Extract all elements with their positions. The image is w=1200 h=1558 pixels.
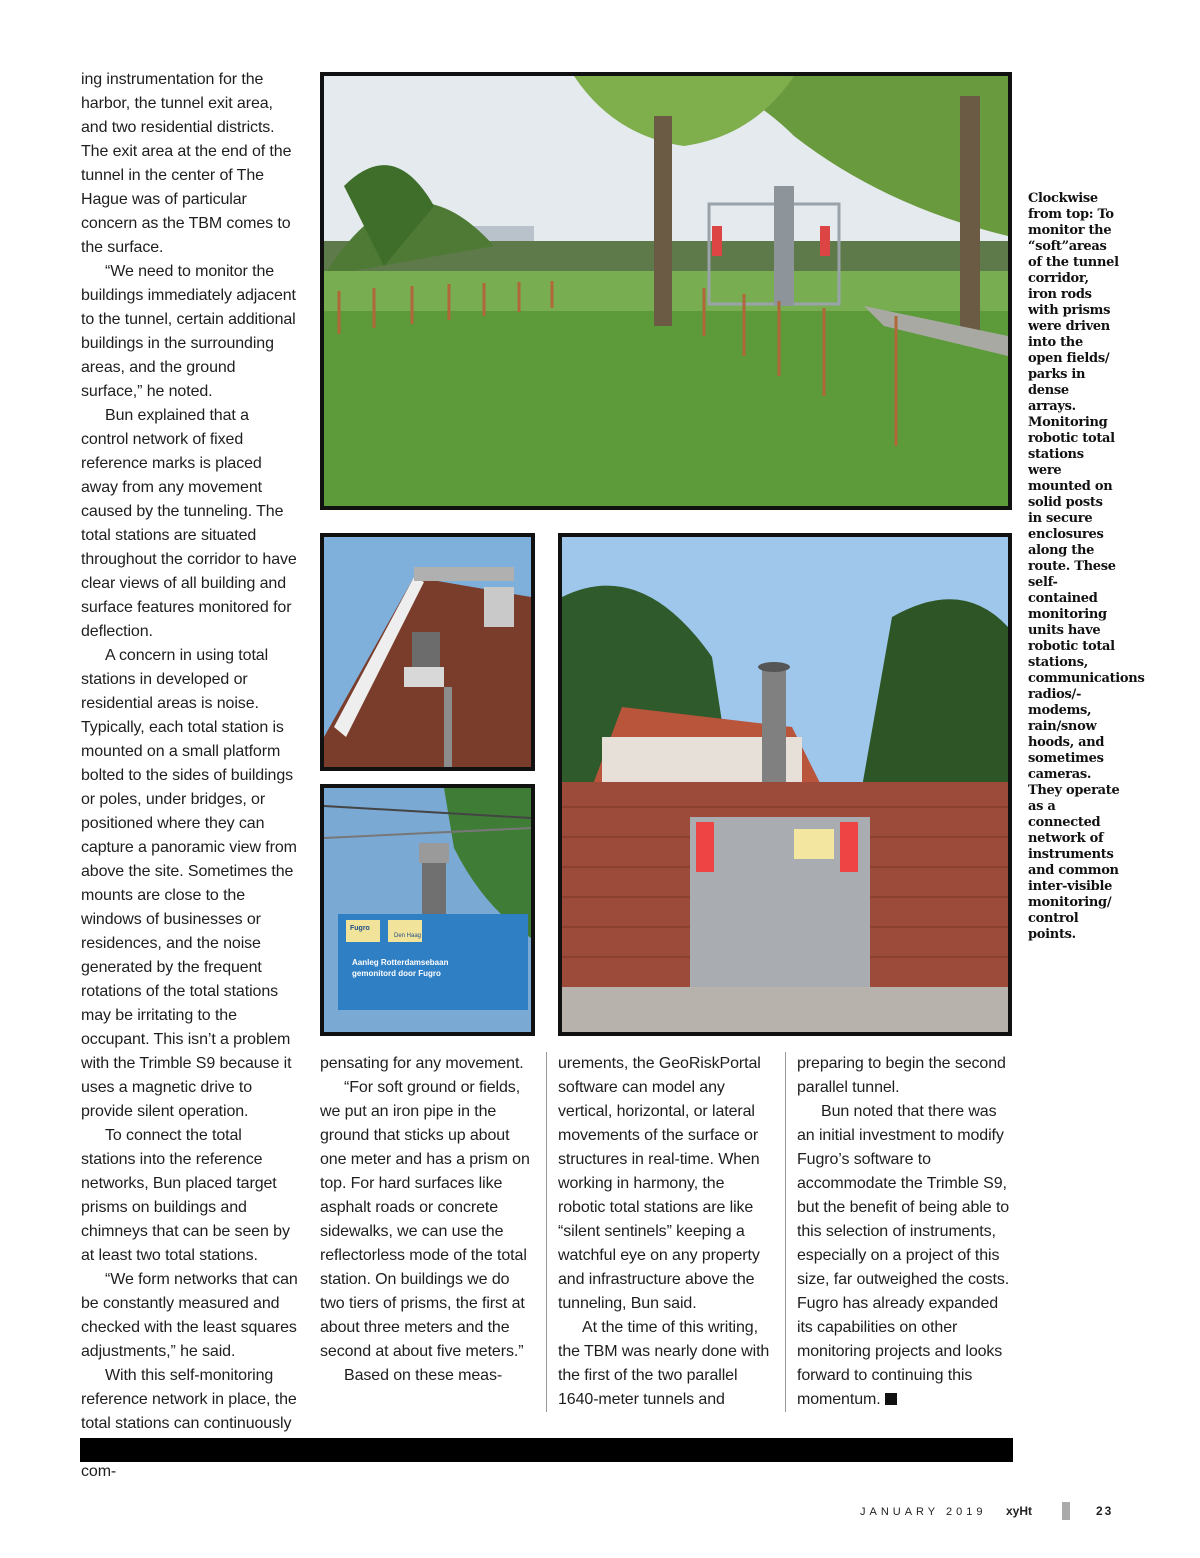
paragraph: A concern in using total stations in developed or residential areas is noise. Typically, each total station is mounted on a small platform bolted to the sides of buildings or poles, under bridges, or positioned where they can capture a panoramic view from above the site. Sometimes the mounts are close to the windows of businesses or residences, and the noise generated by the frequent rotations of the total stations may be irritating to the occupant. This isn’t a problem with the Trimble S9 because it uses a magnetic drive to provide silent operation.: [81, 647, 297, 1120]
paragraph: urements, the GeoRiskPortal software can model any vertical, horizontal, or lateral movements of the surface or structures in real-time. When working in harmony, the robotic total stations are like “silent sentinels” keeping a watchful eye on any property and infrastructure above the tunneling, Bun said.: [558, 1055, 761, 1312]
paragraph: At the time of this writing, the TBM was nearly done with the first of the two parallel 1640-meter tunnels and: [558, 1319, 770, 1408]
paragraph: Bun explained that a control network of fixed reference marks is placed away from any movement caused by the tunneling. The total stations are situated throughout the corridor to have clear views of all building and surface features monitored for deflection.: [81, 407, 297, 640]
folio-tab-icon: [1062, 1502, 1070, 1520]
paragraph: pensating for any movement.: [320, 1055, 524, 1072]
photo-sign-instrument: [320, 784, 535, 1036]
issue-date: JANUARY 2019: [860, 1506, 987, 1518]
paragraph: To connect the total stations into the reference networks, Bun placed target prisms on buildings and chimneys that can be seen by at least two total stations.: [81, 1127, 290, 1264]
paragraph: Based on these meas-: [344, 1367, 503, 1384]
footer-bar: [80, 1438, 1013, 1462]
sign-logo-text: Fugro: [350, 925, 370, 932]
column-divider: [785, 1052, 786, 1412]
paragraph: “We form networks that can be constantly measured and checked with the least squares adjustments,” he said.: [81, 1271, 298, 1360]
photo-field-rods: [320, 72, 1012, 510]
photo-enclosure: [558, 533, 1012, 1036]
page-number: 23: [1096, 1504, 1114, 1518]
article-column-2: [320, 1052, 536, 1388]
magazine-name: xyHt: [1006, 1504, 1033, 1518]
paragraph: With this self-monitoring reference network in place, the total stations can continuously com-: [81, 1367, 297, 1480]
paragraph-text: Bun noted that there was an initial investment to modify Fugro’s software to accommodate the Trimble S9, but the benefit of being able to this selection of instruments, especially on a project of this size, far outweighed the costs. Fugro has already expanded its capabilities on other monitoring projects and looks forward to continuing this momentum.: [797, 1103, 1010, 1408]
sign-logo-text: Den Haag: [394, 933, 422, 939]
sign-subtitle: gemonitord door Fugro: [352, 969, 441, 978]
last-paragraph: [797, 1100, 1013, 1412]
article-column-4: [797, 1052, 1013, 1412]
article-column-3: [558, 1052, 774, 1412]
end-mark-icon: [885, 1393, 897, 1405]
column-divider: [546, 1052, 547, 1412]
photo-caption: Clockwise from top: To monitor the “soft”areas of the tunnel corridor, iron rods with prisms were driven into the open fields/ parks in dense arrays. Monitoring robotic total stations were mounted on solid posts in secure enclosures along the route. These self-contained monitoring units have robotic total stations, communications radios/-modems, rain/snow hoods, and sometimes cameras. They operate as a connected network of instruments and common inter-visible monitoring/ control points.: [1028, 191, 1145, 942]
sign-title: Aanleg Rotterdamsebaan: [352, 958, 449, 967]
paragraph: ing instrumentation for the harbor, the tunnel exit area, and two residential districts. The exit area at the end of the tunnel in the center of The Hague was of particular concern as the TBM comes to the surface.: [81, 71, 292, 256]
paragraph: “For soft ground or fields, we put an iron pipe in the ground that sticks up about one meter and has a prism on top. For hard surfaces like asphalt roads or concrete sidewalks, we can use the reflectorless mode of the total station. On buildings we do two tiers of prisms, the first at about three meters and the second at about five meters.”: [320, 1079, 530, 1360]
paragraph: “We need to monitor the buildings immediately adjacent to the tunnel, certain additional buildings in the surrounding areas, and the ground surface,” he noted.: [81, 263, 296, 400]
paragraph: preparing to begin the second parallel tunnel.: [797, 1055, 1006, 1096]
folio: [860, 1502, 1120, 1522]
photo-building-mount: [320, 533, 535, 771]
article-column-1: [81, 68, 299, 1484]
